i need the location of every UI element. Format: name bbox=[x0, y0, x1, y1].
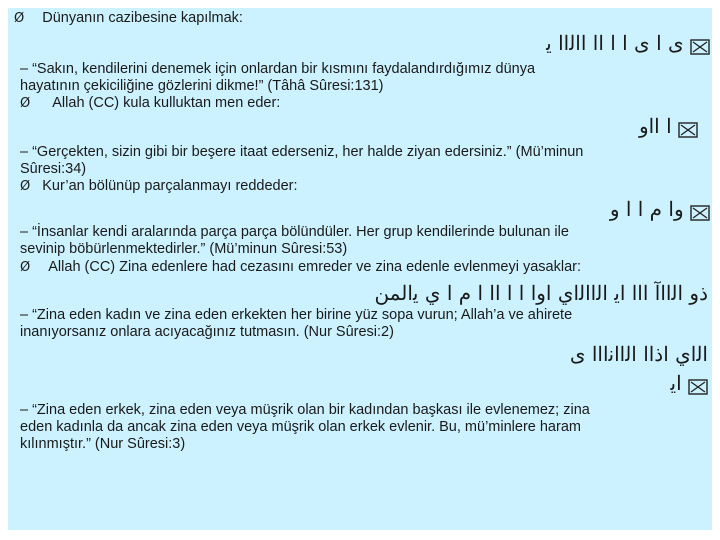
quote-line: hayatının çekiciliğine gözlerini dikme!” (Tâhâ Sûresi:131) bbox=[20, 78, 384, 94]
scripture-symbol-icon bbox=[690, 203, 710, 219]
bullet-arrow-icon: Ø bbox=[20, 96, 31, 111]
arabic-text: ﺍﻟﺍﻱ ﺍﺫﺍﺍ ﺍﻟﺍﺍﻧﺍﺍﺍ ﻯ bbox=[569, 342, 708, 366]
quote-line: – “Sakın, kendilerini denemek için onlardan bir kısmını faydalandırdığımız dünya bbox=[20, 61, 536, 77]
bullet-arrow-icon: Ø bbox=[20, 260, 31, 275]
quote-line: – “Gerçekten, sizin gibi bir beşere itaat ederseniz, her halde ziyan edersiniz.” (Mü’minun bbox=[20, 144, 584, 160]
quote-line: kılınmıştır.” (Nur Sûresi:3) bbox=[20, 436, 186, 452]
heading-text: Dünyanın cazibesine kapılmak: bbox=[42, 10, 243, 26]
arabic-text: ﻯ ﺍ ﻯ ﺍ ﺍ ﺍﺍ ﺍﺍﻟﺍﺍ ﻳ bbox=[546, 31, 684, 55]
quote-line: – “Zina eden kadın ve zina eden erkekten her birine yüz sopa vurun; Allah’a ve ahirete bbox=[20, 307, 573, 323]
scripture-symbol-icon bbox=[678, 120, 698, 136]
arabic-verse bbox=[610, 198, 710, 220]
arabic-text: ﺫﻭ ﺍﻟﺍﺍﺁ ﺍﺍﺍ ﺍﻳ ﺍﻟﺍﺍﻟﺍﻱ ﺍﻭﺍ ﺍ ﺍ ﺍﺍ ﺍ ﻡ ﺍ ﻱ ﻳﺍﻟﻤﻦ bbox=[374, 281, 708, 305]
bullet-arrow-icon: Ø bbox=[14, 11, 25, 26]
heading-text: Allah (CC) kula kulluktan men eder: bbox=[52, 95, 281, 111]
quote-line: – “İnsanlar kendi aralarında parça parça bölündüler. Her grup kendilerinde bulunan ile bbox=[20, 224, 569, 240]
heading-text: Allah (CC) Zina edenlere had cezasını emreder ve zina edenle evlenmeyi yasaklar: bbox=[48, 259, 582, 275]
quote-line: eden kadınla da ancak zina eden veya müşrik olan erkek evlenir. Bu, mü’minlere haram bbox=[20, 419, 581, 435]
scripture-symbol-icon bbox=[690, 37, 710, 53]
arabic-text: ﻭﺍ ﻡ ﺍ ﺍ ﻭ bbox=[609, 197, 684, 221]
arabic-verse bbox=[546, 32, 710, 54]
arabic-verse bbox=[639, 115, 698, 137]
quote-line: sevinip böbürlenmektedirler.” (Mü’minun Sûresi:53) bbox=[20, 241, 348, 257]
arabic-text: ﺍﻳ bbox=[670, 371, 682, 395]
arabic-verse bbox=[374, 282, 708, 304]
quote-line: inanıyorsanız onlara acıyacağınız tutmasın. (Nur Sûresi:2) bbox=[20, 324, 394, 340]
scripture-symbol-icon bbox=[688, 377, 708, 393]
section-heading bbox=[14, 10, 243, 27]
section-heading bbox=[20, 259, 581, 276]
quote-line: – “Zina eden erkek, zina eden veya müşrik olan bir kadından başkası ile evlenemez; zina bbox=[20, 402, 590, 418]
arabic-verse bbox=[671, 372, 708, 394]
bullet-arrow-icon: Ø bbox=[20, 179, 31, 194]
quote-line: Sûresi:34) bbox=[20, 161, 87, 177]
section-heading bbox=[20, 178, 298, 195]
heading-text: Kur’an bölünüp parçalanmayı reddeder: bbox=[42, 178, 298, 194]
arabic-text: ﺍ ﺍﺍﻭ bbox=[638, 114, 672, 138]
arabic-verse bbox=[570, 343, 708, 365]
section-heading bbox=[20, 95, 280, 112]
